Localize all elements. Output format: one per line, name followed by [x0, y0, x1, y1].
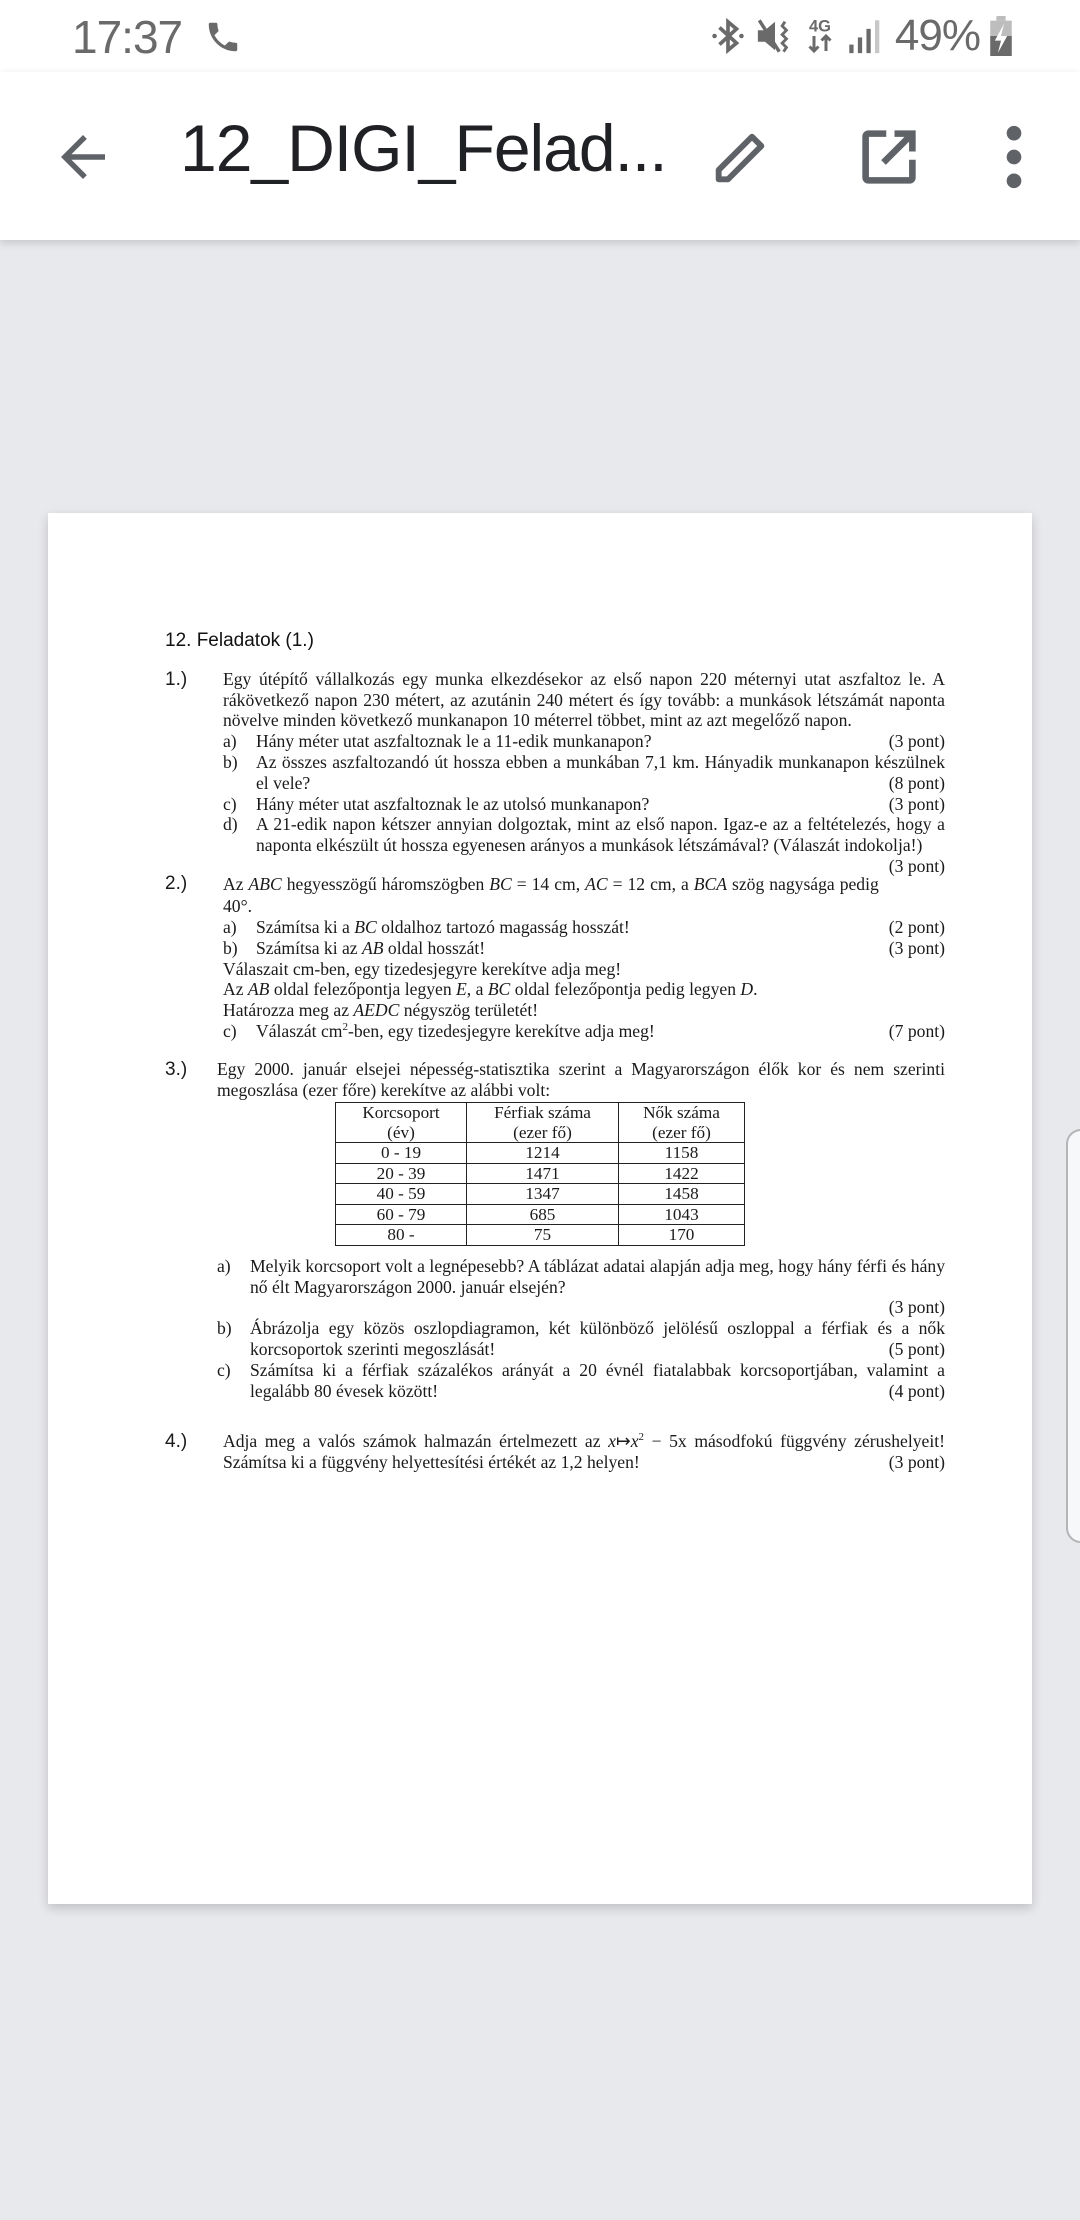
task-number: 1.): [165, 668, 188, 690]
subtask-2b: b) Számítsa ki az AB oldal hosszát! (3 pont): [223, 937, 945, 958]
subtask-3a: a) Melyik korcsoport volt a legnépesebb? A táblázat adatai alapján adja meg, hogy hány férfi és hány nő élt Magyarországon 2000. január elsején? (3 pont): [217, 1255, 945, 1318]
bluetooth-icon: [711, 16, 745, 56]
task-number: 4.): [165, 1431, 188, 1453]
subtask-2a: a) Számítsa ki a BC oldalhoz tartozó magasság hosszát! (2 pont): [223, 916, 945, 937]
task-3: [165, 1059, 945, 1402]
task-number: 3.): [165, 1058, 188, 1080]
status-bar: [0, 0, 1080, 72]
subtask-3b: b) Ábrázolja egy közös oszlopdiagramon, két különböző jelölésű oszloppal a férfiak és a nők korcsoportok szerinti megoszlását! (5 pont): [217, 1318, 945, 1360]
population-table: [335, 1102, 745, 1246]
more-vert-icon[interactable]: [994, 124, 1034, 190]
arrow-back-icon[interactable]: [50, 124, 116, 190]
task-4: [165, 1431, 945, 1473]
points: (3 pont): [888, 1297, 945, 1318]
points: (3 pont): [888, 937, 945, 958]
task-intro: Egy útépítő vállalkozás egy munka elkezdésekor az első napon 220 méternyi utat aszfaltoz le. A rákövetkező napon 230 métert, az azutánin 240 métert és így tovább: a munkások létszámát naponta növelve minden következő munkanapon 10 méterrel többet, mint az azt megelőző napon.: [223, 668, 945, 731]
fast-scroll-handle[interactable]: [1066, 1129, 1080, 1543]
battery-charging-icon: [990, 16, 1012, 56]
open-in-new-icon[interactable]: [856, 124, 922, 190]
points: (8 pont): [888, 772, 945, 793]
column-header: Nők száma (ezer fő): [619, 1103, 745, 1143]
svg-text:4G: 4G: [808, 17, 831, 36]
points: (2 pont): [888, 916, 945, 937]
document-heading: 12. Feladatok (1.): [165, 630, 314, 651]
table-row: 20 - 39 1471 1422: [336, 1163, 745, 1184]
task-2-note-1: Válaszait cm-ben, egy tizedesjegyre kerekítve adja meg!: [223, 958, 622, 979]
task-intro: Egy 2000. január elsejei népesség-statisztika szerint a Magyarországon élők kor és nem szerinti megoszlása (ezer főre) kerekítve az alábbi volt:: [217, 1058, 945, 1100]
signal-icon: [845, 16, 885, 56]
points: (3 pont): [888, 855, 945, 876]
points: (3 pont): [888, 1452, 945, 1473]
table-row: 40 - 59 1347 1458: [336, 1184, 745, 1205]
points: (3 pont): [888, 731, 945, 752]
subtask-3c: c) Számítsa ki a férfiak százalékos arányát a 20 évnél fiatalabbak korcsoportjában, valamint a legalább 80 évesek között! (4 pont): [217, 1359, 945, 1401]
mute-vibrate-icon: [755, 16, 795, 56]
document-content: [165, 631, 945, 1490]
points: (3 pont): [888, 793, 945, 814]
document-page[interactable]: [48, 513, 1032, 1904]
task-2: [165, 873, 945, 1042]
subtask-1d: d) A 21-edik napon kétszer annyian dolgoztak, mint az első napon. Igaz-e az a feltételezés, hogy a naponta elkészült út hossza egyenesen arányos a munkások létszámával? (Válaszát indokolja!) (3 pont): [223, 814, 945, 876]
subtask-1b: b) Az összes aszfaltozandó út hossza ebben a munkában 7,1 km. Hányadik munkanapon készülnek el vele? (8 pont): [223, 751, 945, 793]
subtask-2c: c) Válaszát $cm^2$-ben, egy tizedesjegyre kerekítve adja meg! (7 pont): [223, 1020, 945, 1041]
4g-data-icon: [805, 15, 835, 57]
points: (7 pont): [888, 1020, 945, 1041]
task-2-note-2: Az AB oldal felezőpontja legyen E, a BC oldal felezőpontja pedig legyen D.: [223, 979, 758, 1000]
table-header-row: [336, 1103, 745, 1143]
subtask-1a: a) Hány méter utat aszfaltoznak le a 11-edik munkanapon? (3 pont): [223, 731, 945, 752]
subtask-1c: c) Hány méter utat aszfaltoznak le az utolsó munkanapon? (3 pont): [223, 793, 945, 814]
task-1: [165, 668, 945, 876]
task-text: Adja meg a valós számok halmazán értelmezett az $x↦x^2 - 5x$ másodfokú függvény zérushelyeit! Számítsa ki a függvény helyettesítési értékét az 1,2 helyen! (3 pont): [223, 1431, 945, 1473]
points: (5 pont): [888, 1339, 945, 1360]
document-title: 12_DIGI_Felad...: [180, 111, 667, 185]
status-icons: [711, 11, 1012, 60]
table-row: 80 - 75 170: [336, 1225, 745, 1246]
points: (4 pont): [888, 1380, 945, 1401]
pencil-icon[interactable]: [708, 126, 772, 190]
task-number: 2.): [165, 872, 188, 894]
battery-percent: 49%: [894, 11, 980, 60]
table-row: 0 - 19 1214 1158: [336, 1143, 745, 1164]
column-header: Férfiak száma (ezer fő): [467, 1103, 619, 1143]
app-bar: [0, 72, 1080, 240]
task-2-note-3: Határozza meg az AEDC négyszög területét!: [223, 1000, 539, 1021]
column-header: Korcsoport (év): [336, 1103, 467, 1143]
task-intro: Az ABC hegyesszögű háromszögben BC = 14 cm, AC = 12 cm, a BCA szög nagysága pedig 40°.: [223, 873, 879, 916]
status-time: 17:37: [72, 11, 183, 63]
phone-call-icon: [204, 18, 242, 56]
table-row: 60 - 79 685 1043: [336, 1204, 745, 1225]
